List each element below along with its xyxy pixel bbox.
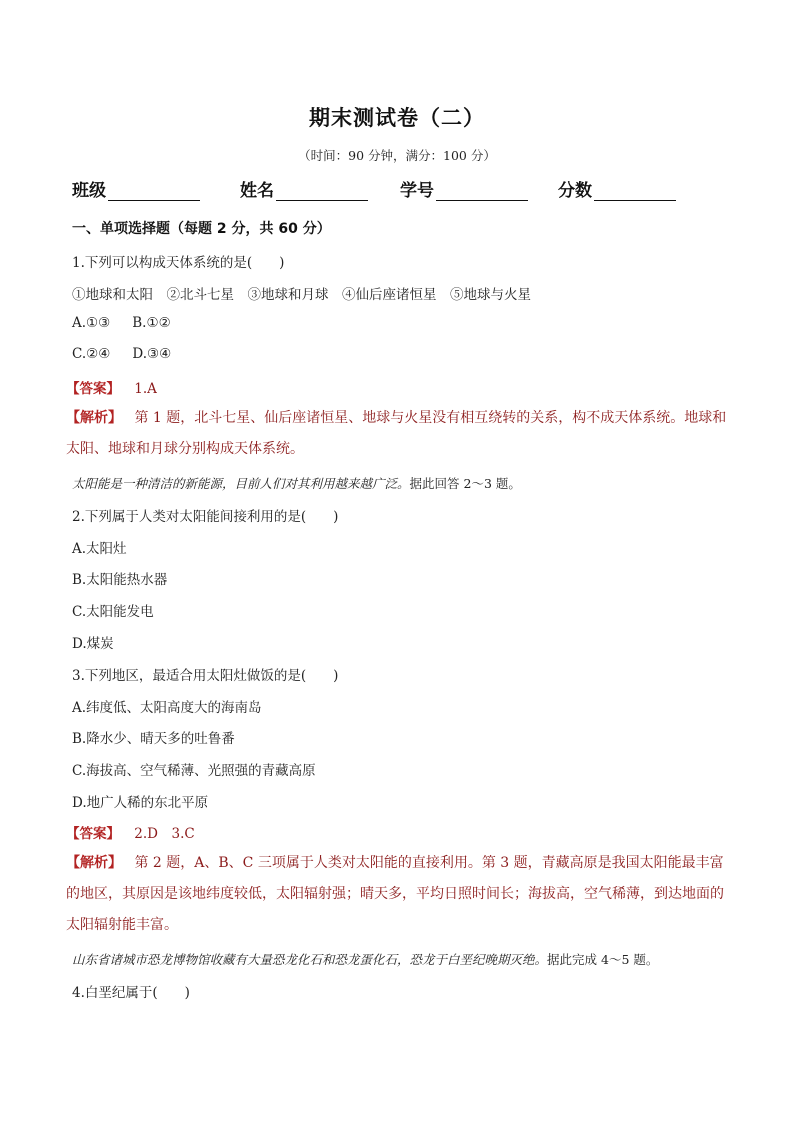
name-field: [240, 176, 400, 201]
analysis-2: [66, 848, 728, 941]
material-1: [72, 474, 521, 492]
question-3-option-d: D.地广人稀的东北平原: [72, 795, 209, 811]
analysis-text: 第 1 题，北斗七星、仙后座诸恒星、地球与火星没有相互绕转的关系，构不成天体系统。地球和太阳、地球和月球分别构成天体系统。: [66, 410, 727, 457]
student-info-row: [72, 176, 732, 201]
score-blank: [594, 180, 676, 201]
material-2: [72, 950, 658, 968]
answer-tag: 【答案】: [66, 826, 120, 842]
analysis-text: 第 2 题，A、B、C 三项属于人类对太阳能的直接利用。第 3 题，青藏高原是我国太阳能最丰富的地区，其原因是该地纬度较低，太阳辐射强；晴天多，平均日照时间长；海拔高，空气稀薄，到达地面的太阳辐射能丰富。: [66, 855, 724, 933]
name-label: 姓名: [240, 181, 274, 201]
exam-time-score: （时间：90 分钟，满分：100 分）: [298, 148, 496, 163]
question-1-stem: 1.下列可以构成天体系统的是( ): [72, 255, 285, 271]
question-3-option-c: C.海拔高、空气稀薄、光照强的青藏高原: [72, 763, 316, 779]
question-1-options-row1: [72, 315, 171, 331]
option-c: C.②④: [72, 346, 111, 362]
answer-text: 1.A: [134, 381, 157, 397]
analysis-tag: 【解析】: [66, 855, 122, 871]
question-1-items: ①地球和太阳 ②北斗七星 ③地球和月球 ④仙后座诸恒星 ⑤地球与火星: [72, 287, 531, 303]
material-1-tail: 据此回答 2～3 题。: [409, 476, 521, 491]
class-field: [72, 176, 240, 201]
question-2-option-a: A.太阳灶: [72, 541, 127, 557]
answer-2: [66, 822, 195, 842]
section-heading: 一、单项选择题（每题 2 分，共 60 分）: [72, 221, 331, 237]
question-2-option-d: D.煤炭: [72, 636, 114, 652]
option-b: B.①②: [132, 315, 171, 331]
question-1-options-row2: [72, 346, 171, 362]
question-2-option-c: C.太阳能发电: [72, 604, 154, 620]
answer-tag: 【答案】: [66, 381, 120, 397]
question-3-option-a: A.纬度低、太阳高度大的海南岛: [72, 700, 262, 716]
option-a: A.①③: [72, 315, 111, 331]
question-2-option-b: B.太阳能热水器: [72, 572, 168, 588]
score-field: [558, 176, 676, 201]
class-blank: [108, 180, 200, 201]
answer-text: 2.D 3.C: [134, 826, 195, 842]
student-id-label: 学号: [400, 181, 434, 201]
analysis-tag: 【解析】: [66, 410, 122, 426]
option-d: D.③④: [132, 346, 172, 362]
question-2-stem: 2.下列属于人类对太阳能间接利用的是( ): [72, 509, 339, 525]
class-label: 班级: [72, 181, 106, 201]
student-id-blank: [436, 180, 528, 201]
answer-1: [66, 377, 157, 397]
question-3-stem: 3.下列地区，最适合用太阳灶做饭的是( ): [72, 668, 339, 684]
material-2-text: 山东省诸城市恐龙博物馆收藏有大量恐龙化石和恐龙蛋化石，恐龙于白垩纪晚期灭绝。: [72, 952, 548, 967]
student-id-field: [400, 176, 558, 201]
page-title: 期末测试卷（二）: [309, 106, 485, 130]
material-2-tail: 据此完成 4～5 题。: [547, 952, 659, 967]
question-3-option-b: B.降水少、晴天多的吐鲁番: [72, 731, 235, 747]
analysis-1: [66, 403, 728, 465]
name-blank: [276, 180, 368, 201]
material-1-text: 太阳能是一种清洁的新能源，目前人们对其利用越来越广泛。: [72, 476, 410, 491]
score-label: 分数: [558, 181, 592, 201]
question-4-stem: 4.白垩纪属于( ): [72, 985, 190, 1001]
